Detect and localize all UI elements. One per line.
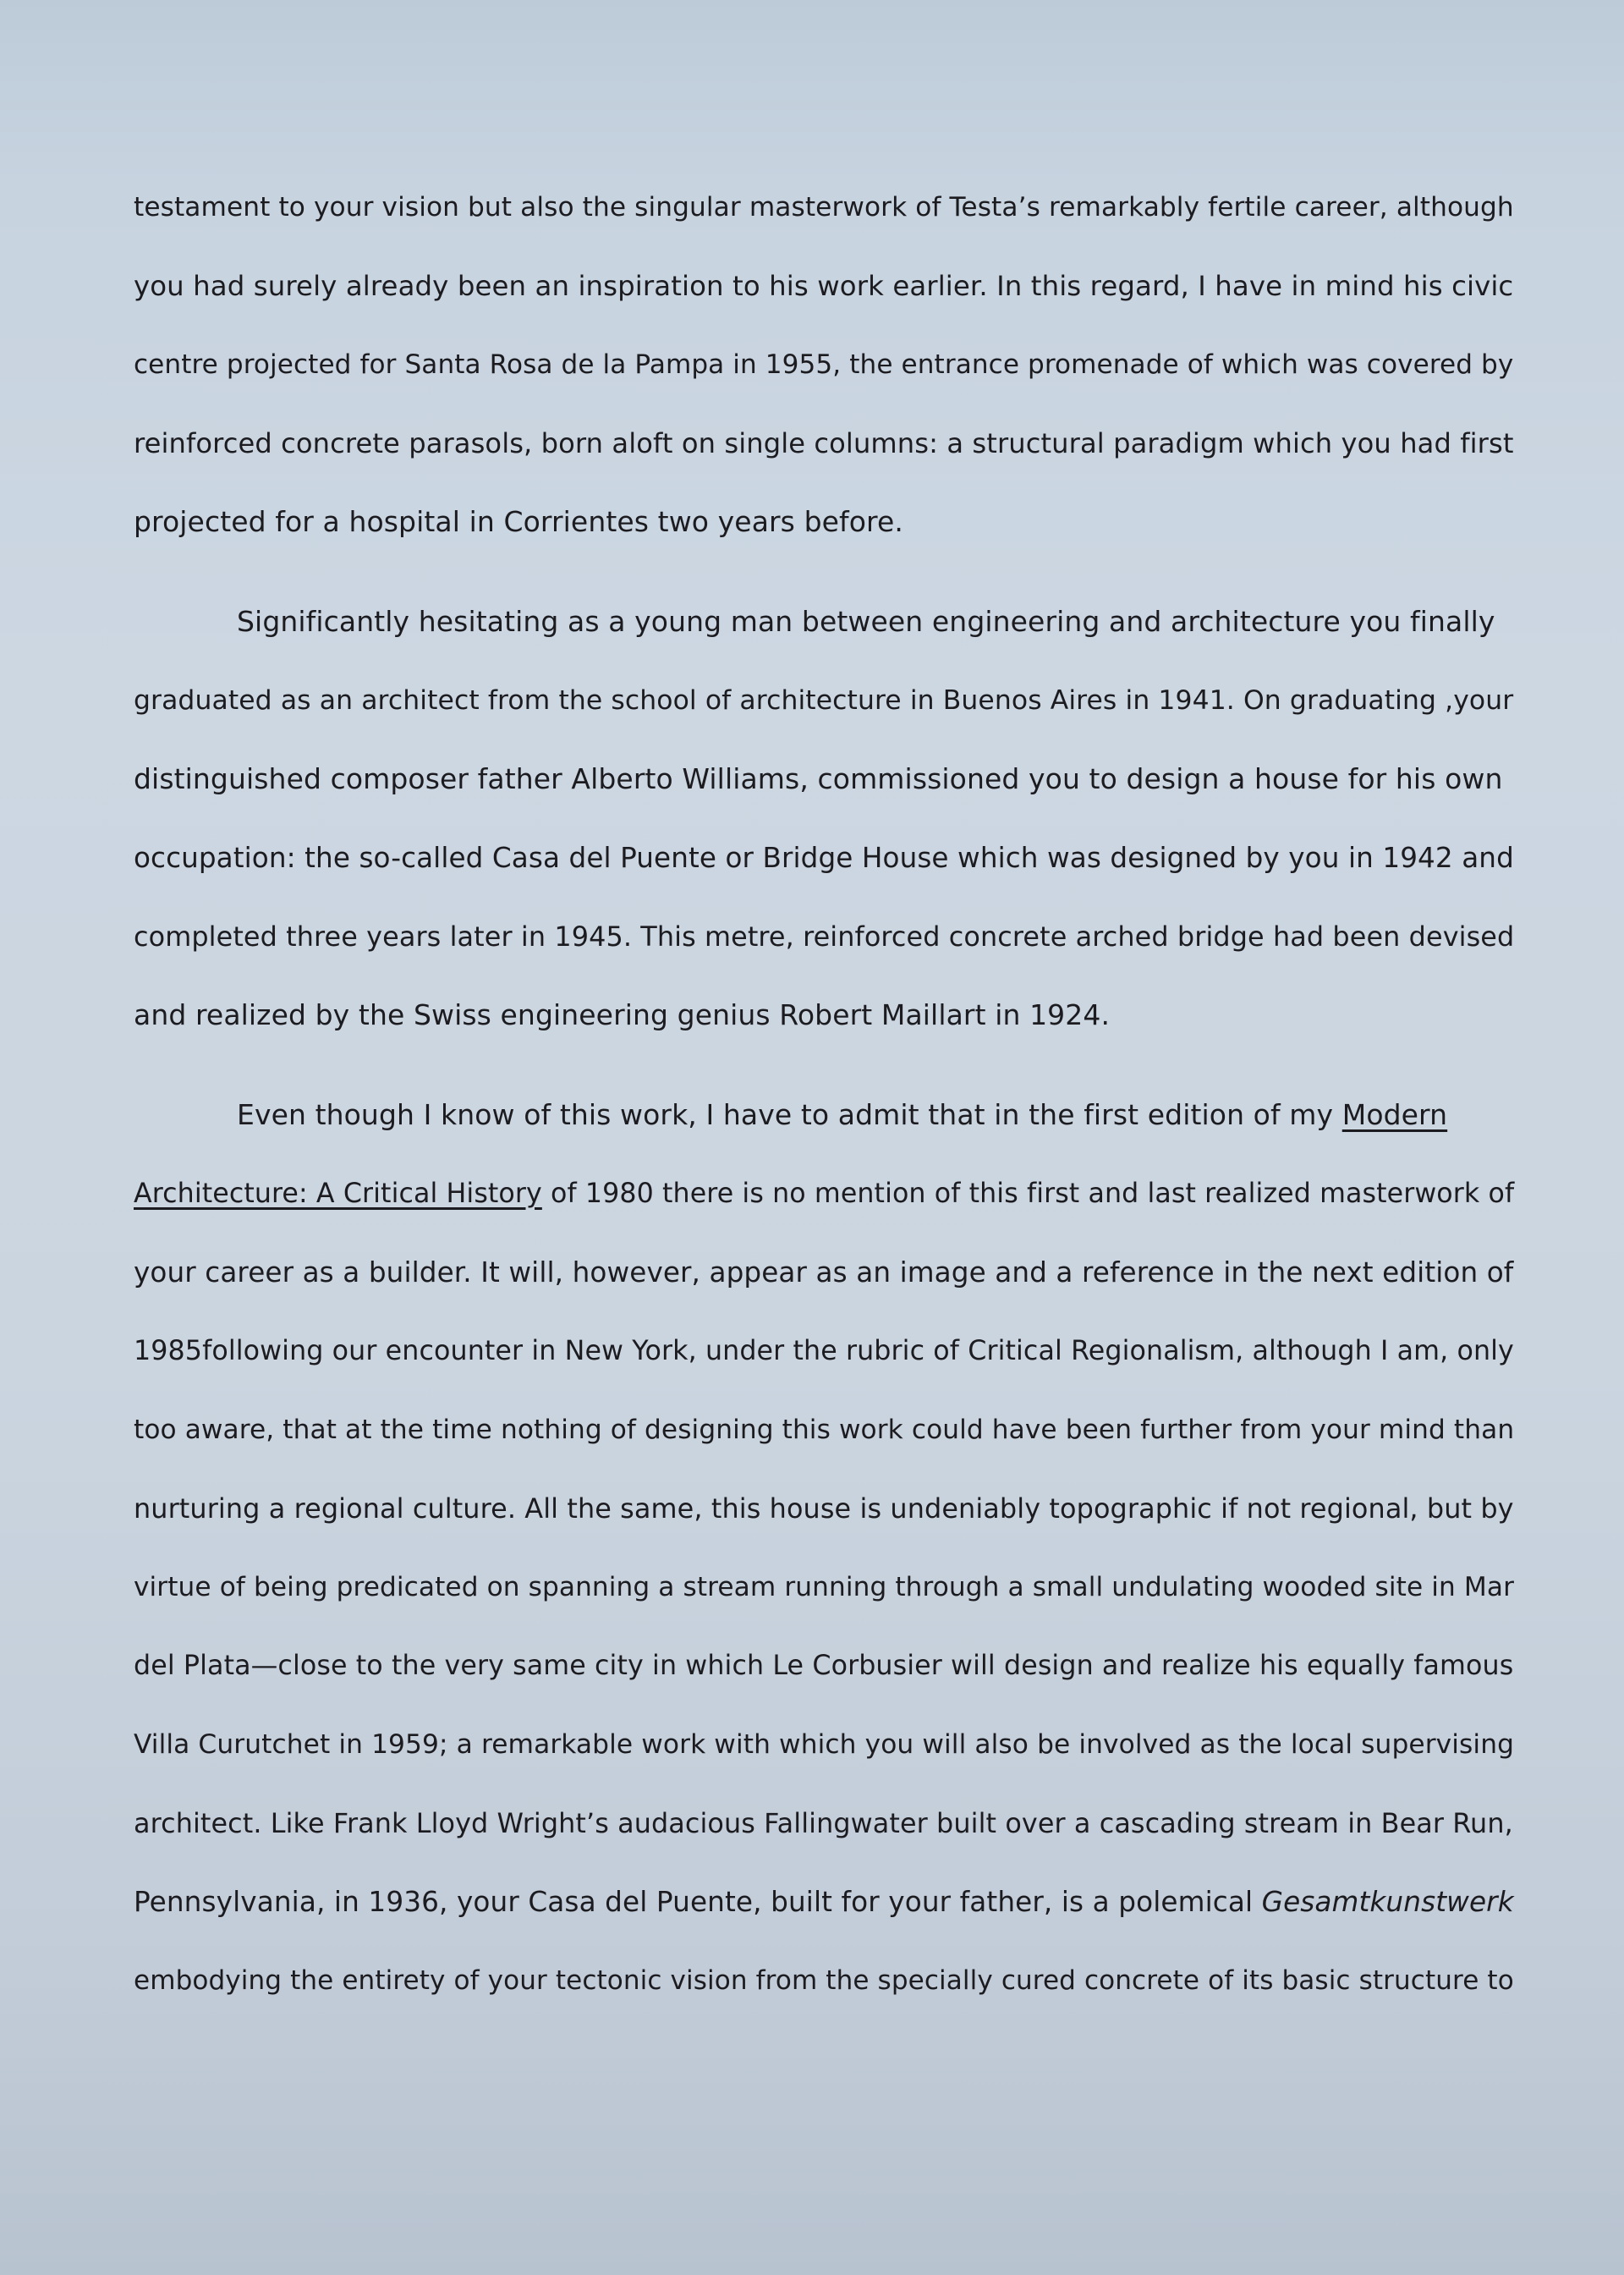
text-line (134, 1334, 1514, 1413)
paragraph-2 (134, 605, 1515, 1077)
text-run: of 1980 there is no mention of this first and last realized masterwork of (541, 1179, 1515, 1209)
italic-term: Gesamtkunstwerk (1261, 1886, 1514, 1918)
text-run: testament to your vision but also the singular masterwork of Testa’s remarkably fertile career, although (134, 192, 1514, 223)
text-run: occupation: the so-called Casa del Puente or Bridge House which was designed by you in 1942 and (134, 842, 1514, 874)
text-run: Pennsylvania, in 1936, your Casa del Puente, built for your father, is a polemical (134, 1886, 1262, 1918)
text-line (134, 1728, 1515, 1806)
text-line (134, 841, 1514, 920)
book-title-underlined: Modern (1341, 1098, 1448, 1131)
text-line-indented (134, 605, 1497, 684)
text-line (134, 1492, 1514, 1570)
paragraph-spacer (134, 1077, 1497, 1098)
text-line (134, 190, 1514, 269)
text-line (134, 1413, 1515, 1492)
text-run: virtue of being predicated on spanning a stream running through a small undulating wooded site in Mar (134, 1572, 1514, 1602)
text-line (134, 1649, 1514, 1728)
text-run: Villa Curutchet in 1959; a remarkable work with which you will also be involved as the local supervising (134, 1729, 1515, 1760)
text-run: architect. Like Frank Lloyd Wright’s audacious Fallingwater built over a cascading stream in Bear Run, (134, 1807, 1513, 1839)
text-line (134, 762, 1503, 841)
text-run: Significantly hesitating as a young man between engineering and architecture you finally (237, 605, 1495, 638)
text-run: nurturing a regional culture. All the same, this house is undeniably topographic if not regional, but by (134, 1492, 1514, 1525)
text-line (134, 1256, 1514, 1334)
text-run: del Plata—close to the very same city in which Le Corbusier will design and realize his equally famous (134, 1651, 1514, 1681)
text-line (134, 1885, 1514, 1964)
text-line (134, 1806, 1513, 1885)
text-line (134, 920, 1515, 998)
text-line (134, 1964, 1514, 2042)
paragraph-3 (134, 1098, 1515, 2042)
text-run: graduated as an architect from the school of architecture in Buenos Aires in 1941. On graduating ,your (134, 685, 1514, 716)
text-run: centre projected for Santa Rosa de la Pampa in 1955, the entrance promenade of which was covered by (134, 349, 1514, 380)
text-run: and realized by the Swiss engineering genius Robert Maillart in 1924. (134, 998, 1111, 1031)
text-line (134, 1177, 1515, 1256)
text-run: your career as a builder. It will, however, appear as an image and a reference in the next edition of (134, 1256, 1514, 1289)
book-title-underlined: Architecture: A Critical History (134, 1179, 542, 1209)
text-line (134, 505, 1497, 584)
paragraph-spacer (134, 584, 1497, 605)
text-line (134, 426, 1514, 505)
text-run: completed three years later in 1945. This metre, reinforced concrete arched bridge had been devised (134, 920, 1515, 953)
text-run: reinforced concrete parasols, born aloft on single columns: a structural paradigm which you had first (134, 427, 1514, 459)
text-run: you had surely already been an inspiration to his work earlier. In this regard, I have in mind his civic (134, 270, 1514, 302)
text-line (134, 269, 1514, 348)
text-run: 1985following our encounter in New York, under the rubric of Critical Regionalism, although I am, only (134, 1336, 1514, 1366)
text-run: Even though I know of this work, I have to admit that in the first edition of my (237, 1098, 1342, 1131)
text-run: too aware, that at the time nothing of designing this work could have been further from your mind than (134, 1415, 1515, 1445)
text-line-indented (134, 1098, 1497, 1177)
text-line (134, 348, 1514, 426)
paragraph-1 (134, 190, 1514, 584)
text-run: distinguished composer father Alberto Williams, commissioned you to design a house for his own (134, 762, 1503, 795)
text-line (134, 684, 1514, 762)
text-line (134, 1570, 1514, 1649)
text-run: projected for a hospital in Corrientes two years before. (134, 505, 903, 538)
text-run: embodying the entirety of your tectonic vision from the specially cured concrete of its basic structure to (134, 1965, 1514, 1996)
text-line (134, 998, 1497, 1077)
